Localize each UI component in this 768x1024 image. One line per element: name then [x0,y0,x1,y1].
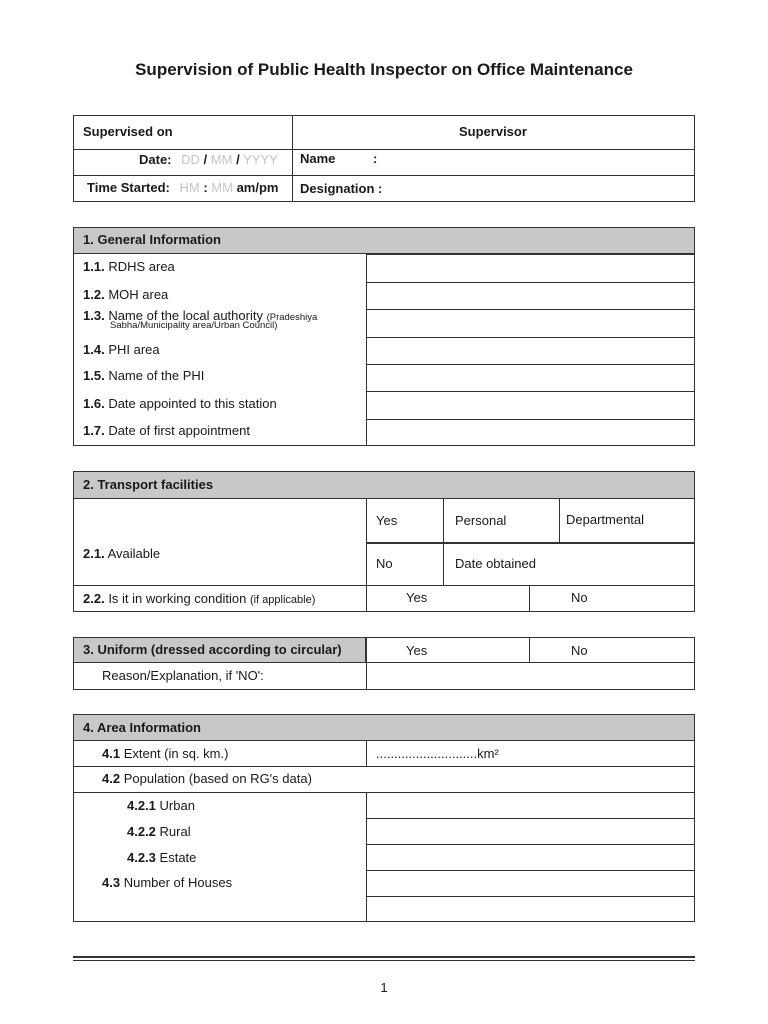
date-month-placeholder: MM [210,152,233,167]
answer-cell-1-7[interactable] [366,419,695,446]
time-started-label: Time Started: [87,180,170,195]
uniform-yes-option[interactable]: Yes [406,643,428,658]
working-yes-option[interactable]: Yes [406,590,428,605]
designation-field[interactable]: Designation : [300,181,383,196]
rural-input[interactable] [366,818,695,845]
answer-cell-1-2[interactable] [366,282,695,310]
name-field[interactable]: Name : [300,151,378,166]
population-label: 4.2 Population (based on RG's data) [102,771,312,786]
transport-departmental-option[interactable]: Departmental [566,512,645,527]
footer-divider [73,956,695,958]
uniform-reason-label: Reason/Explanation, if 'NO': [102,668,264,683]
page-number: 1 [380,980,388,995]
date-year-placeholder: YYYY [243,152,278,167]
section-4-heading: 4. Area Information [83,720,201,735]
urban-label: 4.2.1 Urban [127,798,195,813]
item-1-4: 1.4. PHI area [83,342,160,357]
houses-label: 4.3 Number of Houses [102,875,233,890]
item-1-3: 1.3. Name of the local authority (Pradeshiya [83,308,318,323]
item-1-7: 1.7. Date of first appointment [83,423,250,438]
answer-cell-1-1[interactable] [366,254,695,283]
item-1-3-note: Sabha/Municipality area/Urban Council) [110,320,278,331]
item-1-2: 1.2. MOH area [83,287,169,302]
working-no-option[interactable]: No [571,590,588,605]
answer-cell-1-4[interactable] [366,337,695,365]
estate-input[interactable] [366,844,695,871]
uniform-reason-input[interactable] [367,663,694,689]
date-day-placeholder: DD [181,152,200,167]
transport-no-option[interactable]: No [376,556,393,571]
date-obtained-field[interactable]: Date obtained [455,556,536,571]
supervised-on-label: Supervised on [83,124,173,139]
section-3-heading: 3. Uniform (dressed according to circular) [83,642,342,657]
answer-cell-1-5[interactable] [366,364,695,392]
section-1-heading: 1. General Information [83,232,221,247]
section-2-heading: 2. Transport facilities [83,477,214,492]
answer-cell-1-6[interactable] [366,391,695,420]
page-title: Supervision of Public Health Inspector on Office Maintenance [135,60,633,79]
uniform-no-option[interactable]: No [571,643,588,658]
transport-available-label: 2.1. Available [83,546,161,561]
rural-label: 4.2.2 Rural [127,824,191,839]
answer-cell-1-3[interactable] [366,309,695,338]
transport-personal-option[interactable]: Personal [455,513,507,528]
estate-label: 4.2.3 Estate [127,850,197,865]
working-condition-label: 2.2. Is it in working condition (if applicable) [83,591,316,606]
houses-input-extra[interactable] [366,896,695,922]
date-field[interactable]: Date: DD / MM / YYYY [139,152,278,167]
am-pm-label: am/pm [236,180,279,195]
date-label: Date: [139,152,172,167]
supervisor-label: Supervisor [459,124,527,139]
time-started-field[interactable]: Time Started: HM : MM am/pm [87,180,279,195]
transport-yes-option[interactable]: Yes [376,513,398,528]
item-1-5: 1.5. Name of the PHI [83,368,205,383]
time-minute-placeholder: MM [211,180,233,195]
item-1-1: 1.1. RDHS area [83,259,175,274]
name-label: Name [300,151,336,166]
urban-input[interactable] [366,792,695,819]
houses-input[interactable] [366,870,695,897]
extent-input[interactable]: ............................km² [376,746,499,761]
extent-label: 4.1 Extent (in sq. km.) [102,746,229,761]
item-1-6: 1.6. Date appointed to this station [83,396,277,411]
time-hour-placeholder: HM [179,180,200,195]
